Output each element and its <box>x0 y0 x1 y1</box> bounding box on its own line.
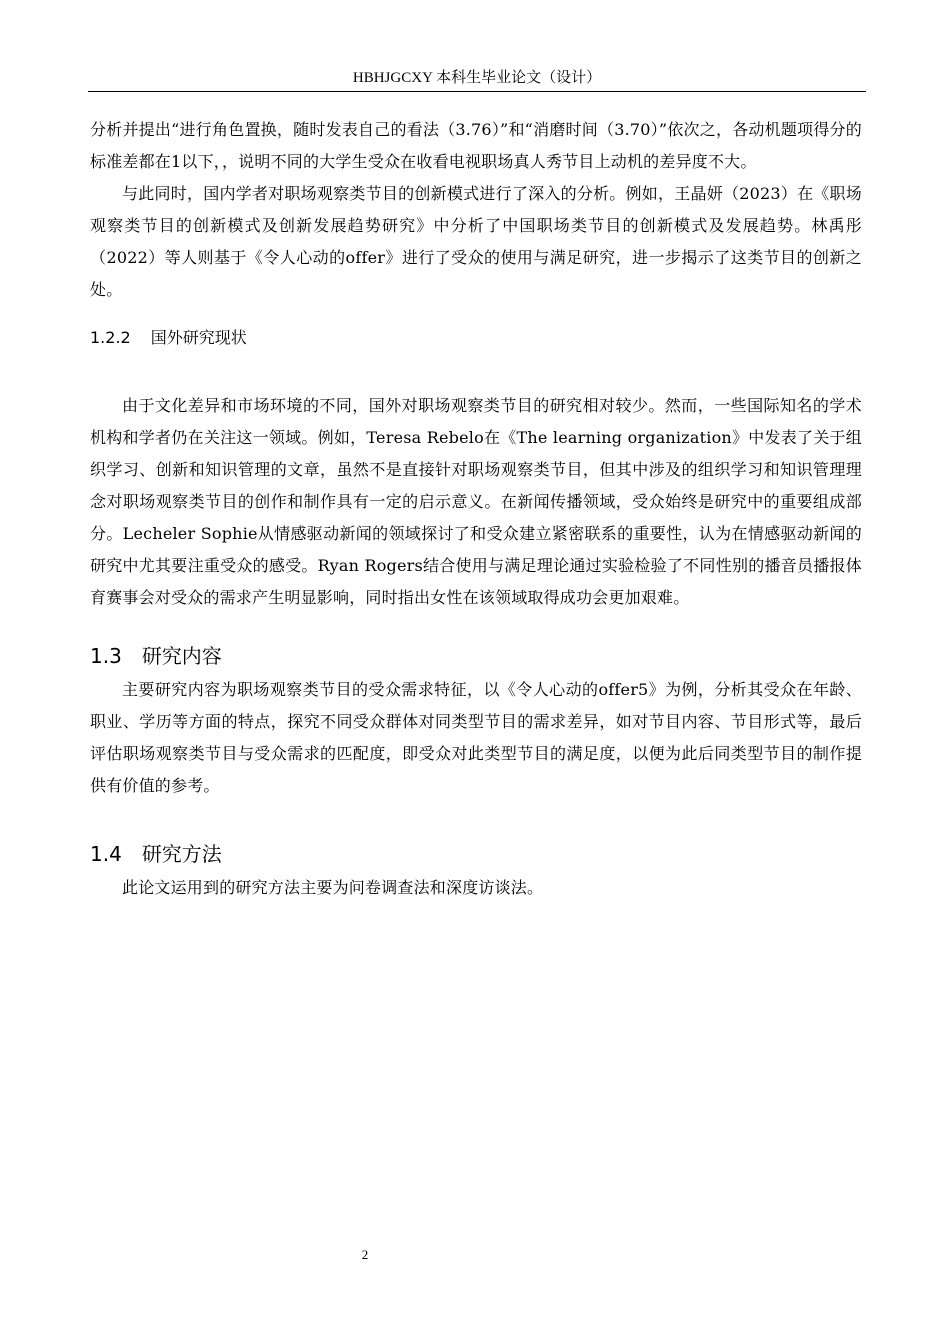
heading-title: 国外研究现状 <box>150 328 247 347</box>
header-rule <box>88 91 866 92</box>
paragraph-foreign-research: 由于文化差异和市场环境的不同，国外对职场观察类节目的研究相对较少。然而，一些国际知名的学术机构和学者仍在关注这一领域。例如，Teresa Rebelo在《The learning organization》中发表了关于组织学习、创新和知识管理的文章，虽然不是直接针对职场观察类节目，但其中涉及的组织学习和知识管理理念对职场观察类节目的创作和制作具有一定的启示意义。在新闻传播领域，受众始终是研究中的重要组成部分。Lecheler Sophie从情感驱动新闻的领域探讨了和受众建立紧密联系的重要性，认为在情感驱动新闻的研究中尤其要注重受众的感受。Ryan Rogers结合使用与满足理论通过实验检验了不同性别的播音员播报体育赛事会对受众的需求产生明显影响，同时指出女性在该领域取得成功会更加艰难。 <box>90 396 862 607</box>
heading-1-2-2 <box>90 324 862 352</box>
heading-title: 研究内容 <box>141 644 222 668</box>
page-content <box>90 114 862 904</box>
page-header: HBHJGCXY 本科生毕业论文（设计） <box>352 70 602 86</box>
heading-1-4 <box>90 838 862 870</box>
paragraph-domestic-research: 与此同时，国内学者对职场观察类节目的创新模式进行了深入的分析。例如，王晶妍（2023）在《职场观察类节目的创新模式及创新发展趋势研究》中分析了中国职场类节目的创新模式及发展趋势。林禹彤（2022）等人则基于《令人心动的offer》进行了受众的使用与满足研究，进一步揭示了这类节目的创新之处。 <box>90 184 862 299</box>
paragraph-motivation-continued: 分析并提出“进行角色置换，随时发表自己的看法（3.76）”和“消磨时间（3.70）”依次之，各动机题项得分的标准差都在1以下，，说明不同的大学生受众在收看电视职场真人秀节目上动机的差异度不大。 <box>90 120 862 171</box>
heading-number: 1.2.2 <box>90 328 131 347</box>
paragraph-research-methods: 此论文运用到的研究方法主要为问卷调查法和深度访谈法。 <box>122 878 544 897</box>
page-number: 2 <box>361 1247 369 1262</box>
heading-number: 1.4 <box>90 842 122 866</box>
heading-1-3 <box>90 640 862 672</box>
paragraph-research-content: 主要研究内容为职场观察类节目的受众需求特征，以《令人心动的offer5》为例，分析其受众在年龄、职业、学历等方面的特点，探究不同受众群体对同类型节目的需求差异，如对节目内容、节目形式等，最后评估职场观察类节目与受众需求的匹配度，即受众对此类型节目的满足度，以便为此后同类型节目的制作提供有价值的参考。 <box>90 680 862 795</box>
heading-number: 1.3 <box>90 644 122 668</box>
heading-title: 研究方法 <box>141 842 222 866</box>
